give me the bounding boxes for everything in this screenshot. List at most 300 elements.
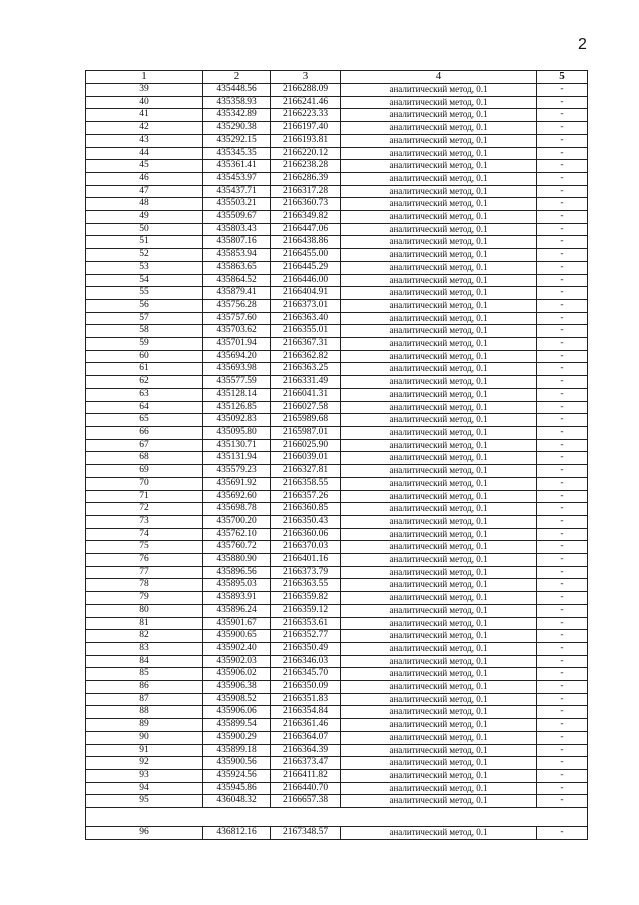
table-cell: -	[537, 223, 588, 236]
table-cell: 2166041.31	[271, 388, 341, 401]
table-row	[86, 401, 588, 414]
table-cell: 62	[86, 376, 203, 389]
table-cell: -	[537, 211, 588, 224]
table-cell: 96	[86, 827, 203, 840]
table-cell: аналитический метод, 0.1	[341, 719, 537, 732]
table-cell: -	[537, 744, 588, 757]
table-cell: 435131.94	[203, 452, 271, 465]
table-cell: 435437.71	[203, 185, 271, 198]
table-cell: -	[537, 769, 588, 782]
table-cell: 2166220.12	[271, 147, 341, 160]
table-row	[86, 769, 588, 782]
table-cell: 51	[86, 236, 203, 249]
table-cell: 47	[86, 185, 203, 198]
table-cell: 2166345.70	[271, 668, 341, 681]
table-cell: аналитический метод, 0.1	[341, 350, 537, 363]
table-cell: 2166352.77	[271, 630, 341, 643]
table-cell: 435694.20	[203, 350, 271, 363]
table-cell: -	[537, 579, 588, 592]
table-cell: 2166350.43	[271, 515, 341, 528]
table-cell: -	[537, 338, 588, 351]
table-row	[86, 515, 588, 528]
table-cell: 86	[86, 681, 203, 694]
table-cell: -	[537, 782, 588, 795]
table-cell: 2166238.28	[271, 160, 341, 173]
table-cell: аналитический метод, 0.1	[341, 312, 537, 325]
table-cell: -	[537, 96, 588, 109]
table-cell: -	[537, 414, 588, 427]
table-row	[86, 147, 588, 160]
table-cell: 54	[86, 274, 203, 287]
table-cell: -	[537, 299, 588, 312]
table-cell: 2166327.81	[271, 465, 341, 478]
table-cell: аналитический метод, 0.1	[341, 782, 537, 795]
table-cell: 74	[86, 528, 203, 541]
table-row	[86, 795, 588, 808]
table-cell: 39	[86, 84, 203, 97]
table-row	[86, 604, 588, 617]
table-row	[86, 376, 588, 389]
table-cell: -	[537, 795, 588, 808]
table-cell: аналитический метод, 0.1	[341, 325, 537, 338]
table-cell: 46	[86, 172, 203, 185]
table-cell: 435803.43	[203, 223, 271, 236]
table-cell: 435906.06	[203, 706, 271, 719]
table-cell: 2166367.31	[271, 338, 341, 351]
table-cell: 56	[86, 299, 203, 312]
table-cell: -	[537, 363, 588, 376]
table-row	[86, 223, 588, 236]
table-cell: аналитический метод, 0.1	[341, 465, 537, 478]
table-cell: 88	[86, 706, 203, 719]
table-cell: -	[537, 604, 588, 617]
table-cell: аналитический метод, 0.1	[341, 528, 537, 541]
table-row	[86, 642, 588, 655]
table-cell: 2166411.82	[271, 769, 341, 782]
table-cell: 70	[86, 477, 203, 490]
table-cell: 435361.41	[203, 160, 271, 173]
table-cell: 2166445.29	[271, 261, 341, 274]
table-cell: 435896.56	[203, 566, 271, 579]
table-cell: аналитический метод, 0.1	[341, 769, 537, 782]
table-cell: 43	[86, 134, 203, 147]
column-header: 1	[86, 71, 203, 84]
table-row	[86, 185, 588, 198]
table-cell: аналитический метод, 0.1	[341, 827, 537, 840]
table-cell: 435698.78	[203, 503, 271, 516]
table-cell: аналитический метод, 0.1	[341, 388, 537, 401]
table-row	[86, 388, 588, 401]
table-cell: 435126.85	[203, 401, 271, 414]
table-row	[86, 579, 588, 592]
table-cell: -	[537, 147, 588, 160]
table-cell: 2166331.49	[271, 376, 341, 389]
table-cell: 2166355.01	[271, 325, 341, 338]
table-cell: 52	[86, 249, 203, 262]
table-cell: 90	[86, 731, 203, 744]
table-cell: -	[537, 706, 588, 719]
table-row	[86, 134, 588, 147]
column-header: 4	[341, 71, 537, 84]
table-cell: 435342.89	[203, 109, 271, 122]
table-cell: 57	[86, 312, 203, 325]
table-cell: аналитический метод, 0.1	[341, 249, 537, 262]
table-cell: 2166373.79	[271, 566, 341, 579]
table-cell: аналитический метод, 0.1	[341, 515, 537, 528]
table-cell: аналитический метод, 0.1	[341, 261, 537, 274]
table-cell: 2166357.26	[271, 490, 341, 503]
table-cell: аналитический метод, 0.1	[341, 287, 537, 300]
table-row	[86, 261, 588, 274]
table-cell: 435893.91	[203, 592, 271, 605]
table-cell: 50	[86, 223, 203, 236]
table-cell: -	[537, 261, 588, 274]
table-row	[86, 554, 588, 567]
table-cell: 2166197.40	[271, 122, 341, 135]
table-cell: 2166370.03	[271, 541, 341, 554]
table-cell: 2166440.70	[271, 782, 341, 795]
table-cell: -	[537, 185, 588, 198]
table-cell: аналитический метод, 0.1	[341, 299, 537, 312]
table-cell: 435128.14	[203, 388, 271, 401]
table-cell: 2166317.28	[271, 185, 341, 198]
table-cell: 436812.16	[203, 827, 271, 840]
table-cell: -	[537, 287, 588, 300]
table-cell: -	[537, 274, 588, 287]
table-cell: аналитический метод, 0.1	[341, 109, 537, 122]
table-cell: 48	[86, 198, 203, 211]
table-cell: -	[537, 668, 588, 681]
table-cell: 435863.65	[203, 261, 271, 274]
table-row	[86, 452, 588, 465]
table-row	[86, 757, 588, 770]
table-cell: аналитический метод, 0.1	[341, 579, 537, 592]
table-cell: 65	[86, 414, 203, 427]
table-cell: аналитический метод, 0.1	[341, 503, 537, 516]
table-cell: -	[537, 172, 588, 185]
table-cell: 435900.56	[203, 757, 271, 770]
table-cell: 2166373.01	[271, 299, 341, 312]
table-row	[86, 592, 588, 605]
table-cell: 435807.16	[203, 236, 271, 249]
table-cell: -	[537, 554, 588, 567]
table-cell: 2166351.83	[271, 693, 341, 706]
table-row	[86, 617, 588, 630]
table-cell: 2166364.39	[271, 744, 341, 757]
table-cell: аналитический метод, 0.1	[341, 693, 537, 706]
table-cell: -	[537, 693, 588, 706]
table-cell: 2166350.09	[271, 681, 341, 694]
table-cell: 435579.23	[203, 465, 271, 478]
table-cell: -	[537, 350, 588, 363]
table-cell: 87	[86, 693, 203, 706]
table-cell: аналитический метод, 0.1	[341, 414, 537, 427]
table-cell: -	[537, 515, 588, 528]
table-cell: 42	[86, 122, 203, 135]
table-cell: -	[537, 681, 588, 694]
table-row	[86, 236, 588, 249]
table-cell: 92	[86, 757, 203, 770]
column-header: 5	[537, 71, 588, 84]
table-cell: -	[537, 249, 588, 262]
table-row	[86, 363, 588, 376]
table-cell: 78	[86, 579, 203, 592]
table-cell: 435095.80	[203, 426, 271, 439]
table-cell: аналитический метод, 0.1	[341, 211, 537, 224]
table-cell: аналитический метод, 0.1	[341, 604, 537, 617]
table-cell: 2167348.57	[271, 827, 341, 840]
table-cell: 2165987.01	[271, 426, 341, 439]
table-cell: 435290.38	[203, 122, 271, 135]
table-cell: аналитический метод, 0.1	[341, 401, 537, 414]
table-cell: 2166362.82	[271, 350, 341, 363]
table-cell: 83	[86, 642, 203, 655]
table-row	[86, 338, 588, 351]
table-cell: 85	[86, 668, 203, 681]
table-cell: аналитический метод, 0.1	[341, 477, 537, 490]
table-cell: аналитический метод, 0.1	[341, 439, 537, 452]
table-cell: 63	[86, 388, 203, 401]
table-row	[86, 731, 588, 744]
table-row	[86, 693, 588, 706]
table-cell: -	[537, 84, 588, 97]
table-cell: 2166360.06	[271, 528, 341, 541]
table-cell: 91	[86, 744, 203, 757]
table-cell: 435701.94	[203, 338, 271, 351]
table-cell: 81	[86, 617, 203, 630]
table-cell: 2166363.25	[271, 363, 341, 376]
table-cell: -	[537, 236, 588, 249]
table-row	[86, 160, 588, 173]
table-cell: 60	[86, 350, 203, 363]
table-row	[86, 414, 588, 427]
table-cell: -	[537, 198, 588, 211]
table-row	[86, 827, 588, 840]
table-cell: 67	[86, 439, 203, 452]
table-cell: 2166455.00	[271, 249, 341, 262]
table-cell: 435703.62	[203, 325, 271, 338]
table-cell: 44	[86, 147, 203, 160]
table-row	[86, 782, 588, 795]
table-cell: аналитический метод, 0.1	[341, 744, 537, 757]
table-cell: 435691.92	[203, 477, 271, 490]
table-cell: 2166353.61	[271, 617, 341, 630]
table-cell: 76	[86, 554, 203, 567]
table-row	[86, 350, 588, 363]
table-row	[86, 109, 588, 122]
table-cell: 89	[86, 719, 203, 732]
table-cell: 2166363.40	[271, 312, 341, 325]
table-cell: аналитический метод, 0.1	[341, 338, 537, 351]
table-cell: аналитический метод, 0.1	[341, 96, 537, 109]
table-cell: 2166358.55	[271, 477, 341, 490]
table-cell: 93	[86, 769, 203, 782]
table-cell: 2166027.58	[271, 401, 341, 414]
table-cell: 2166360.85	[271, 503, 341, 516]
empty-cell	[537, 808, 588, 827]
table-cell: -	[537, 642, 588, 655]
table-cell: 435448.56	[203, 84, 271, 97]
table-cell: 435345.35	[203, 147, 271, 160]
table-cell: -	[537, 452, 588, 465]
table-row	[86, 122, 588, 135]
table-cell: 435900.29	[203, 731, 271, 744]
table-row	[86, 668, 588, 681]
table-cell: -	[537, 465, 588, 478]
table-cell: 435358.93	[203, 96, 271, 109]
table-cell: 435757.60	[203, 312, 271, 325]
table-row	[86, 287, 588, 300]
table-cell: аналитический метод, 0.1	[341, 122, 537, 135]
table-cell: 435292.15	[203, 134, 271, 147]
table-cell: аналитический метод, 0.1	[341, 731, 537, 744]
table-cell: 2166373.47	[271, 757, 341, 770]
table-cell: 435899.18	[203, 744, 271, 757]
table-cell: аналитический метод, 0.1	[341, 236, 537, 249]
table-cell: 435901.67	[203, 617, 271, 630]
table-cell: 2166359.82	[271, 592, 341, 605]
table-cell: аналитический метод, 0.1	[341, 681, 537, 694]
table-cell: -	[537, 401, 588, 414]
table-cell: 59	[86, 338, 203, 351]
table-cell: 435945.86	[203, 782, 271, 795]
table-cell: -	[537, 827, 588, 840]
table-row	[86, 299, 588, 312]
table-cell: 2166025.90	[271, 439, 341, 452]
table-cell: 58	[86, 325, 203, 338]
table-cell: 435577.59	[203, 376, 271, 389]
table-cell: аналитический метод, 0.1	[341, 363, 537, 376]
table-cell: -	[537, 541, 588, 554]
table-cell: -	[537, 655, 588, 668]
table-cell: аналитический метод, 0.1	[341, 706, 537, 719]
table-cell: аналитический метод, 0.1	[341, 185, 537, 198]
table-cell: аналитический метод, 0.1	[341, 84, 537, 97]
table-cell: аналитический метод, 0.1	[341, 655, 537, 668]
table-cell: -	[537, 592, 588, 605]
table-cell: 79	[86, 592, 203, 605]
table-row	[86, 477, 588, 490]
table-cell: 45	[86, 160, 203, 173]
table-cell: 55	[86, 287, 203, 300]
table-cell: 435453.97	[203, 172, 271, 185]
empty-cell	[203, 808, 271, 827]
table-cell: 2166354.84	[271, 706, 341, 719]
table-cell: аналитический метод, 0.1	[341, 554, 537, 567]
table-cell: 2166447.06	[271, 223, 341, 236]
table-cell: 2166350.49	[271, 642, 341, 655]
table-cell: 53	[86, 261, 203, 274]
empty-cell	[86, 808, 203, 827]
table-cell: 64	[86, 401, 203, 414]
table-cell: 435864.52	[203, 274, 271, 287]
table-cell: 435902.40	[203, 642, 271, 655]
table-cell: аналитический метод, 0.1	[341, 642, 537, 655]
table-cell: 72	[86, 503, 203, 516]
table-row	[86, 198, 588, 211]
table-cell: -	[537, 566, 588, 579]
table-cell: аналитический метод, 0.1	[341, 490, 537, 503]
table-cell: 84	[86, 655, 203, 668]
table-cell: 435853.94	[203, 249, 271, 262]
table-cell: 49	[86, 211, 203, 224]
table-cell: 77	[86, 566, 203, 579]
table-cell: аналитический метод, 0.1	[341, 274, 537, 287]
table-cell: 435895.03	[203, 579, 271, 592]
table-row	[86, 490, 588, 503]
table-cell: 2166404.91	[271, 287, 341, 300]
table-cell: -	[537, 731, 588, 744]
table-cell: 61	[86, 363, 203, 376]
table-cell: -	[537, 490, 588, 503]
table-cell: 2166349.82	[271, 211, 341, 224]
table-cell: 435900.65	[203, 630, 271, 643]
table-row	[86, 465, 588, 478]
table-cell: -	[537, 439, 588, 452]
table-cell: 436048.32	[203, 795, 271, 808]
table-row	[86, 503, 588, 516]
table-cell: 2165989.68	[271, 414, 341, 427]
table-cell: 80	[86, 604, 203, 617]
table-cell: 2166446.00	[271, 274, 341, 287]
table-cell: 435762.10	[203, 528, 271, 541]
coordinates-table	[85, 70, 588, 840]
table-row	[86, 566, 588, 579]
table-cell: -	[537, 312, 588, 325]
table-cell: -	[537, 376, 588, 389]
table-cell: 2166438.86	[271, 236, 341, 249]
table-cell: -	[537, 109, 588, 122]
table-cell: аналитический метод, 0.1	[341, 134, 537, 147]
table-cell: 435092.83	[203, 414, 271, 427]
table-row	[86, 655, 588, 668]
table-row	[86, 630, 588, 643]
table-header-row	[86, 71, 588, 84]
table-cell: -	[537, 122, 588, 135]
table-cell: аналитический метод, 0.1	[341, 668, 537, 681]
table-cell: -	[537, 134, 588, 147]
table-cell: аналитический метод, 0.1	[341, 426, 537, 439]
table-cell: 2166286.39	[271, 172, 341, 185]
table-cell: аналитический метод, 0.1	[341, 617, 537, 630]
table-cell: аналитический метод, 0.1	[341, 566, 537, 579]
table-cell: 435509.67	[203, 211, 271, 224]
table-cell: аналитический метод, 0.1	[341, 172, 537, 185]
table-row	[86, 528, 588, 541]
table-cell: аналитический метод, 0.1	[341, 223, 537, 236]
table-row	[86, 274, 588, 287]
table-cell: аналитический метод, 0.1	[341, 452, 537, 465]
table-cell: 68	[86, 452, 203, 465]
table-row	[86, 706, 588, 719]
table-cell: -	[537, 477, 588, 490]
table-row	[86, 249, 588, 262]
table-cell: 2166364.07	[271, 731, 341, 744]
table-cell: аналитический метод, 0.1	[341, 198, 537, 211]
table-row	[86, 426, 588, 439]
table-cell: 40	[86, 96, 203, 109]
table-cell: 435692.60	[203, 490, 271, 503]
table-cell: аналитический метод, 0.1	[341, 541, 537, 554]
table-gap-row	[86, 808, 588, 827]
table-row	[86, 312, 588, 325]
table-row	[86, 439, 588, 452]
table-row	[86, 325, 588, 338]
table-cell: аналитический метод, 0.1	[341, 795, 537, 808]
table-row	[86, 744, 588, 757]
table-cell: 2166359.12	[271, 604, 341, 617]
table-cell: 2166223.33	[271, 109, 341, 122]
